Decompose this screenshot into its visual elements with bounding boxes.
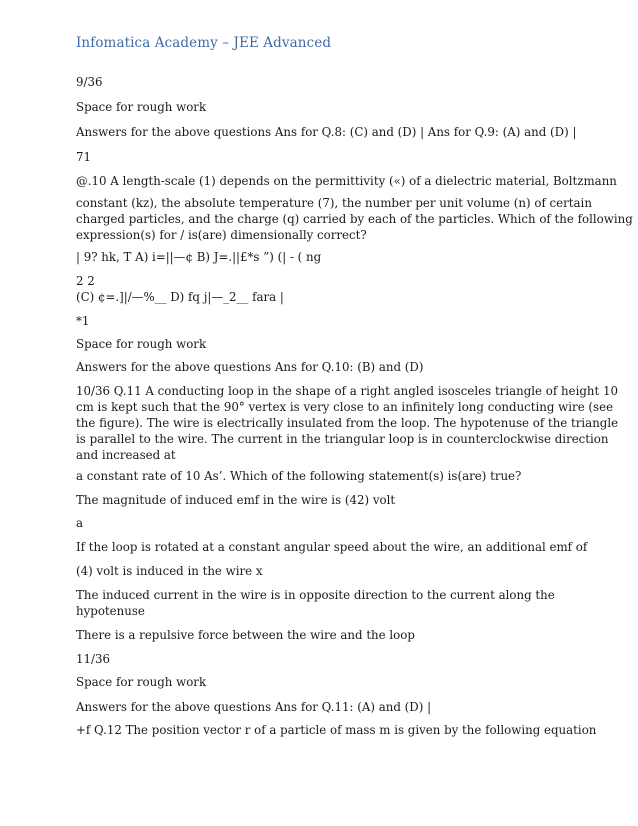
text-line: *1 (76, 314, 90, 328)
text-line: the figure). The wire is electrically insulated from the loop. The hypotenuse of the triangle (76, 416, 619, 430)
text-line: 10/36 Q.11 A conducting loop in the shape of a right angled isosceles triangle of height 10 (76, 384, 619, 398)
text-line: hypotenuse (76, 604, 145, 618)
text-line: Space for rough work (76, 100, 207, 114)
text-line: | 9? hk, T A) i=||—¢ B) J=.||£*s ”) (| - ( ng (76, 250, 322, 264)
text-line: +f Q.12 The position vector r of a particle of mass m is given by the following equation (76, 723, 597, 737)
text-line: is parallel to the wire. The current in the triangular loop is in counterclockwise direction (76, 432, 609, 446)
text-line: Answers for the above questions Ans for Q.10: (B) and (D) (76, 360, 424, 374)
text-line: Space for rough work (76, 675, 207, 689)
text-line: a constant rate of 10 As’. Which of the following statement(s) is(are) true? (76, 469, 522, 483)
text-line: expression(s) for / is(are) dimensionally correct? (76, 228, 367, 242)
text-line: The magnitude of induced emf in the wire is (42) volt (76, 493, 396, 507)
text-line: and increased at (76, 448, 176, 462)
text-line: Answers for the above questions Ans for Q.11: (A) and (D) | (76, 700, 432, 714)
text-line: Answers for the above questions Ans for Q.8: (C) and (D) | Ans for Q.9: (A) and (D) | (76, 125, 577, 139)
text-line: 11/36 (76, 652, 110, 666)
text-line: 2 2 (76, 274, 95, 288)
text-line: 9/36 (76, 75, 103, 89)
text-line: Space for rough work (76, 337, 207, 351)
text-line: (4) volt is induced in the wire x (76, 564, 263, 578)
text-line: @.10 A length-scale (1) depends on the permittivity («) of a dielectric material, Boltzmann (76, 174, 617, 188)
text-line: The induced current in the wire is in opposite direction to the current along the (76, 588, 555, 602)
page-header: Infomatica Academy – JEE Advanced (76, 35, 332, 51)
text-line: a (76, 516, 84, 530)
text-line: 71 (76, 150, 92, 164)
text-line: constant (kz), the absolute temperature (7), the number per unit volume (n) of certain (76, 196, 592, 210)
text-line: cm is kept such that the 90° vertex is very close to an infinitely long conducting wire (see (76, 400, 614, 414)
text-line: If the loop is rotated at a constant angular speed about the wire, an additional emf of (76, 540, 588, 554)
text-line: There is a repulsive force between the wire and the loop (76, 628, 415, 642)
text-line: charged particles, and the charge (q) carried by each of the particles. Which of the following (76, 212, 633, 226)
text-line: (C) ¢=.]|/—%__ D) fq j|—_2__ fara | (76, 290, 284, 304)
